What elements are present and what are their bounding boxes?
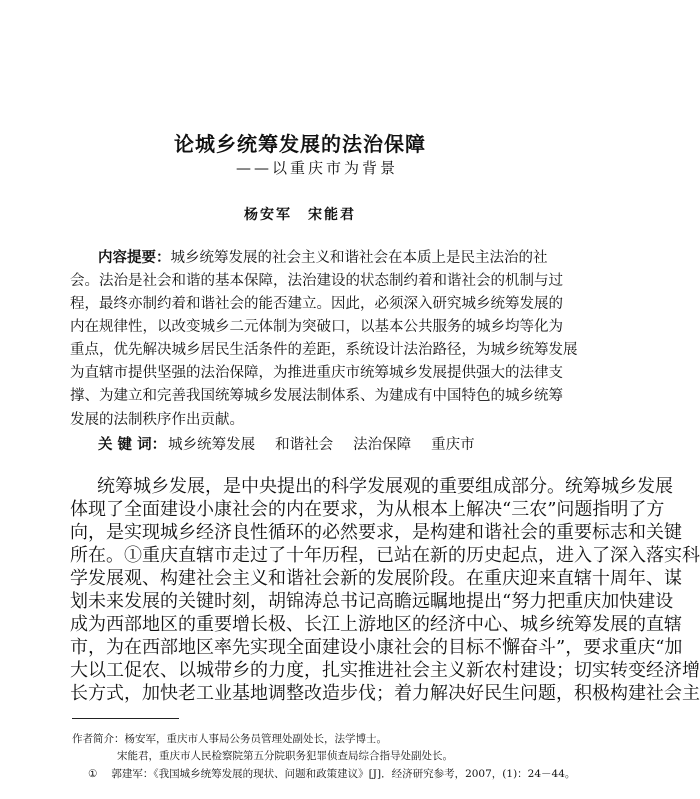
keyword: 和谐社会 (275, 437, 334, 453)
abstract-text: 城乡统筹发展的社会主义和谐社会在本质上是民主法治的社 (170, 250, 548, 266)
body-line: 划未来发展的关键时刻，胡锦涛总书记高瞻远瞩地提出“努力把重庆加快建设 (70, 591, 674, 612)
keywords (98, 433, 475, 454)
abstract-line: 程，最终亦制约着和谐社会的能否建立。因此，必须深入研究城乡统筹发展的 (70, 296, 563, 312)
body-line: 市，为在西部地区率先实现全面建设小康社会的目标不懈奋斗”，要求重庆“加 (70, 637, 683, 658)
reference-text: 郭建军：《我国城乡统筹发展的现状、问题和政策建议》[J]．经济研究参考，2007，(1)：24－44。 (111, 768, 576, 780)
body-line: 体现了全面建设小康社会的内在要求，为从根本上解决“三农”问题指明了方 (70, 499, 665, 520)
abstract-line: 内在规律性，以改变城乡二元体制为突破口，以基本公共服务的城乡均等化为 (70, 319, 563, 335)
paper-title: 论城乡统筹发展的法治保障 (174, 132, 426, 156)
body-line: 大以工促农、以城带乡的力度，扎实推进社会主义新农村建设；切实转变经济增 (70, 660, 700, 681)
body-line: 成为西部地区的重要增长极、长江上游地区的经济中心、城乡统筹发展的直辖 (70, 614, 682, 635)
author-note-2: 宋能君，重庆市人民检察院第五分院职务犯罪侦查局综合指导处副处长。 (117, 750, 453, 762)
abstract-line: 重点，优先解决城乡居民生活条件的差距，系统设计法治路径，为城乡统筹发展 (70, 342, 578, 358)
body-line: 学发展观、构建社会主义和谐社会新的发展阶段。在重庆迎来直辖十周年、谋 (70, 568, 682, 589)
abstract-line: 撑、为建立和完善我国统筹城乡发展法制体系、为建成有中国特色的城乡统筹 (70, 388, 563, 404)
body-line: 所在。①重庆直辖市走过了十年历程，已站在新的历史起点，进入了深入落实科 (70, 545, 700, 566)
keyword: 城乡统筹发展 (168, 437, 256, 453)
abstract-line: 发展的法制秩序作出贡献。 (70, 412, 244, 428)
authors: 杨安军 宋能君 (244, 207, 356, 223)
keyword: 重庆市 (431, 437, 475, 453)
author-note-label: 作者简介： (72, 733, 125, 745)
body-line: 统筹城乡发展，是中央提出的科学发展观的重要组成部分。统筹城乡发展 (97, 476, 673, 497)
abstract-line: 会。法治是社会和谐的基本保障，法治建设的状态制约着和谐社会的机制与过 (70, 273, 563, 289)
author-note (72, 731, 387, 746)
keywords-label: 关 键 词： (98, 436, 167, 453)
footnote-divider (72, 718, 179, 719)
reference-note (88, 766, 575, 781)
keyword: 法治保障 (353, 437, 412, 453)
reference-marker: ① (88, 768, 98, 780)
author-note-1: 杨安军，重庆市人事局公务员管理处副处长，法学博士。 (124, 733, 387, 745)
paper-subtitle: ——以重庆市为背景 (236, 159, 399, 177)
body-line: 长方式，加快老工业基地调整改造步伐；着力解决好民生问题，积极构建社会主 (70, 683, 700, 704)
abstract-label: 内容提要： (98, 249, 171, 266)
abstract-line: 为直辖市提供坚强的法治保障，为推进重庆市统筹城乡发展提供强大的法律支 (70, 365, 563, 381)
body-line: 向，是实现城乡经济良性循环的必然要求，是构建和谐社会的重要标志和关键 (70, 522, 682, 543)
abstract-line (98, 248, 548, 268)
